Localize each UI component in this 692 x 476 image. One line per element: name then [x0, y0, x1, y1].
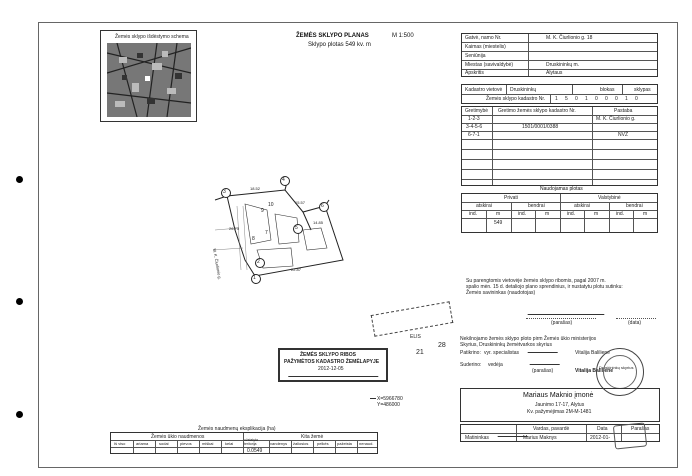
cadastral-digit: 0: [575, 96, 578, 102]
area-unit: kv. m: [357, 42, 371, 48]
point-label: 1: [253, 275, 256, 281]
address-table: [461, 33, 658, 77]
stamp-date: 2012-12-05: [318, 366, 344, 372]
address-label: Seniūnija: [465, 53, 486, 59]
location-schema-title: Žemės sklypo išdėstymo schema: [115, 34, 189, 40]
land-header: ariama: [136, 441, 149, 446]
point-label: 7: [265, 230, 268, 236]
address-value: Alytaus: [546, 70, 563, 76]
firm-block: [460, 388, 660, 422]
naudojamas-sub: bendrai: [528, 203, 545, 209]
agreement-line: spalio mėn. 15 d. detaliojo plano sprendinius, ir nustatytu plotu sutinku:: [466, 284, 623, 290]
signature-mark: [527, 306, 582, 315]
naudojamas-unit: m: [496, 211, 501, 217]
land-header: miškai: [202, 441, 214, 446]
address-value: M. K. Čiurlionio g. 18: [546, 35, 593, 41]
address-label: Gatvė, namo Nr.: [465, 35, 502, 41]
firm-table-header: Parašas: [631, 426, 650, 432]
firm-address: Jaunimo 17-17, Alytus: [535, 402, 585, 408]
cadastral-digit: 1: [625, 96, 628, 102]
naudojamas-table: [461, 193, 658, 233]
page-title: ŽEMĖS SKLYPO PLANAS: [296, 33, 369, 39]
prepared-name: Vitalija Baliliene: [575, 368, 613, 374]
naudojamas-value: 549: [494, 220, 503, 226]
land-header: pievos: [180, 441, 192, 446]
cadastre-map-stamp: [278, 348, 388, 382]
neighbors-header: Pastaba: [614, 108, 633, 114]
annotation: 21: [416, 349, 424, 356]
prepared-title: vyr. specialistas: [484, 350, 520, 356]
cadastral-header: Druskininkų: [510, 87, 537, 93]
prepared-name: Vitalija Baliliene: [575, 350, 610, 356]
naudojamas-sub: atskirai: [476, 203, 492, 209]
firm-table-header: Data: [597, 426, 608, 432]
cadastral-digit: 0: [605, 96, 608, 102]
naudojamas-group: Privati: [504, 195, 518, 201]
plan-scale: M 1:500: [392, 33, 414, 39]
punch-hole: [16, 176, 23, 183]
firm-registration: Kv. pažymėjimas 2M-M-1481: [527, 409, 592, 415]
point-label: 9: [261, 208, 264, 214]
cadastral-digit: 1: [555, 96, 558, 102]
coordinate-y: Y=486000: [377, 402, 400, 408]
cadastral-header: blokas: [600, 87, 615, 93]
area-label: Sklypo plotas: [308, 42, 344, 48]
naudojamas-group: Valstybinė: [598, 195, 621, 201]
naudojamas-title: Naudojamas plotas: [540, 186, 583, 192]
seal-text: Druskininkų skyrius: [599, 365, 634, 370]
location-schema: [100, 30, 197, 122]
signature-mark: [288, 370, 382, 377]
cadastral-number-label: Žemės sklypo kadastro Nr.: [486, 96, 546, 102]
firm-person: Marius Maknys: [523, 435, 557, 441]
address-label: Miestas (savivaldybė): [465, 62, 514, 68]
prepared-role: Suderino:: [460, 362, 482, 368]
naudojamas-unit: ind.: [518, 211, 527, 217]
land-header: Iš viso: [114, 441, 126, 446]
land-value: 0.0549: [247, 448, 263, 454]
cadastral-digit: 0: [595, 96, 598, 102]
neighbor-cadastral: 1501/0001/0388: [522, 124, 559, 130]
land-header: pelkės: [317, 441, 329, 446]
agreement-line: Žemės savininkas (naudotojas): [466, 290, 536, 296]
annotation: 28: [438, 342, 446, 349]
dimension-label: 26.73: [229, 226, 240, 231]
prepared-role: Patikrino:: [460, 350, 481, 356]
neighbor-code: 1-2-3: [468, 116, 480, 122]
address-label: Apskritis: [465, 70, 484, 76]
naudojamas-unit: m: [643, 211, 648, 217]
signature-mark: [576, 308, 608, 315]
agreement-line: Su parengtomis vietovėje žemės sklypo ribomis, pagal 2007 m.: [466, 278, 606, 284]
land-header: sodai: [159, 441, 169, 446]
naudojamas-unit: ind.: [567, 211, 576, 217]
point-label: 10: [268, 202, 274, 208]
firm-role: Matininkas: [465, 435, 489, 441]
point-label: 6: [321, 203, 324, 209]
area-value: 549: [345, 42, 356, 48]
prepared-line: Nekilnojamo žemės sklypo ploto pirm Žemės ūkio ministerijos: [460, 336, 597, 342]
dimension-label: 15.57: [295, 200, 306, 205]
agreement-date-label: (data): [628, 320, 642, 326]
land-table-title: Žemės naudmenų eksplikacija (ha): [198, 426, 276, 432]
firm-stamp: [613, 422, 650, 449]
prepared-sign-label: (parašas): [532, 368, 554, 374]
address-value: Druskininkų m.: [546, 62, 580, 68]
firm-name: Mariaus Maknio įmonė: [523, 392, 594, 399]
address-label: Kaimas (miestelis): [465, 44, 506, 50]
punch-hole: [16, 411, 23, 418]
point-label: 4: [282, 177, 285, 183]
land-header: kelai: [225, 441, 234, 446]
point-label: 5: [295, 225, 298, 231]
land-header: užstatyta teritorija: [244, 438, 259, 446]
dimension-label: 18.52: [250, 186, 261, 191]
cadastral-digit: 1: [585, 96, 588, 102]
dimension-label: 14.85: [313, 220, 324, 225]
prepared-title: vedėja: [488, 362, 503, 368]
cadastral-digit: 5: [565, 96, 568, 102]
neighbor-note: M. K. Čiurlionio g.: [596, 116, 636, 122]
neighbor-code: 6-7-1: [468, 132, 480, 138]
dimension-label: 22.87: [291, 267, 302, 272]
plan-labels-layer: [195, 170, 365, 290]
cadastral-digit: 0: [635, 96, 638, 102]
naudojamas-sub: atskirai: [574, 203, 590, 209]
neighbors-header: Gretimybė: [465, 108, 489, 114]
naudojamas-unit: m: [594, 211, 599, 217]
land-header: vandenys: [270, 441, 288, 446]
land-group: Žemės ūkio naudmenos: [151, 434, 205, 440]
naudojamas-unit: ind.: [616, 211, 625, 217]
stamp-line: PAŽYMĖTOS KADASTRO ŽEMĖLAPYJE: [284, 359, 380, 365]
prepared-line: Skyrius, Druskininkų žemėtvarkos skyrius: [460, 342, 552, 348]
signature-mark: [527, 344, 562, 353]
aerial-photo: [107, 43, 191, 117]
cadastral-digit: 0: [615, 96, 618, 102]
neighbor-code: 3-4-5-6: [466, 124, 483, 130]
street-label: M. K. Čiurlionio g.: [212, 248, 223, 280]
naudojamas-unit: ind.: [469, 211, 478, 217]
side-label: ELIS: [410, 334, 421, 340]
neighbors-table: [461, 106, 658, 186]
signature-mark: [529, 356, 564, 365]
signature-mark: [497, 428, 532, 437]
land-header: žaliosios: [293, 441, 309, 446]
land-table: [110, 432, 378, 454]
naudojamas-sub: bendrai: [626, 203, 643, 209]
naudojamas-unit: m: [545, 211, 550, 217]
coordinate-x: X=5966780: [377, 396, 403, 402]
cadastral-table: [461, 84, 658, 104]
land-header: pažeista: [337, 441, 352, 446]
land-header: nenaud.: [359, 441, 374, 446]
stamp-line: ŽEMĖS SKLYPO RIBOS: [300, 352, 356, 358]
neighbor-note: NVŽ: [618, 132, 628, 138]
punch-hole: [16, 298, 23, 305]
area-line: [308, 42, 371, 48]
firm-date: 2012-01-: [590, 435, 611, 441]
cadastral-header: sklypas: [634, 87, 651, 93]
point-label: 8: [252, 236, 255, 242]
neighbors-header: Gretimo žemės sklypo kadastro Nr.: [498, 108, 576, 114]
land-group: Kita žemė: [301, 434, 324, 440]
coordinate-tick: [370, 398, 376, 399]
firm-table-header: Vardas, pavardė: [533, 426, 570, 432]
point-label: 2: [257, 259, 260, 265]
agreement-sign-label: (parašas): [551, 320, 573, 326]
cadastral-header: Kadastro vietovė: [465, 87, 503, 93]
point-label: 3: [223, 189, 226, 195]
